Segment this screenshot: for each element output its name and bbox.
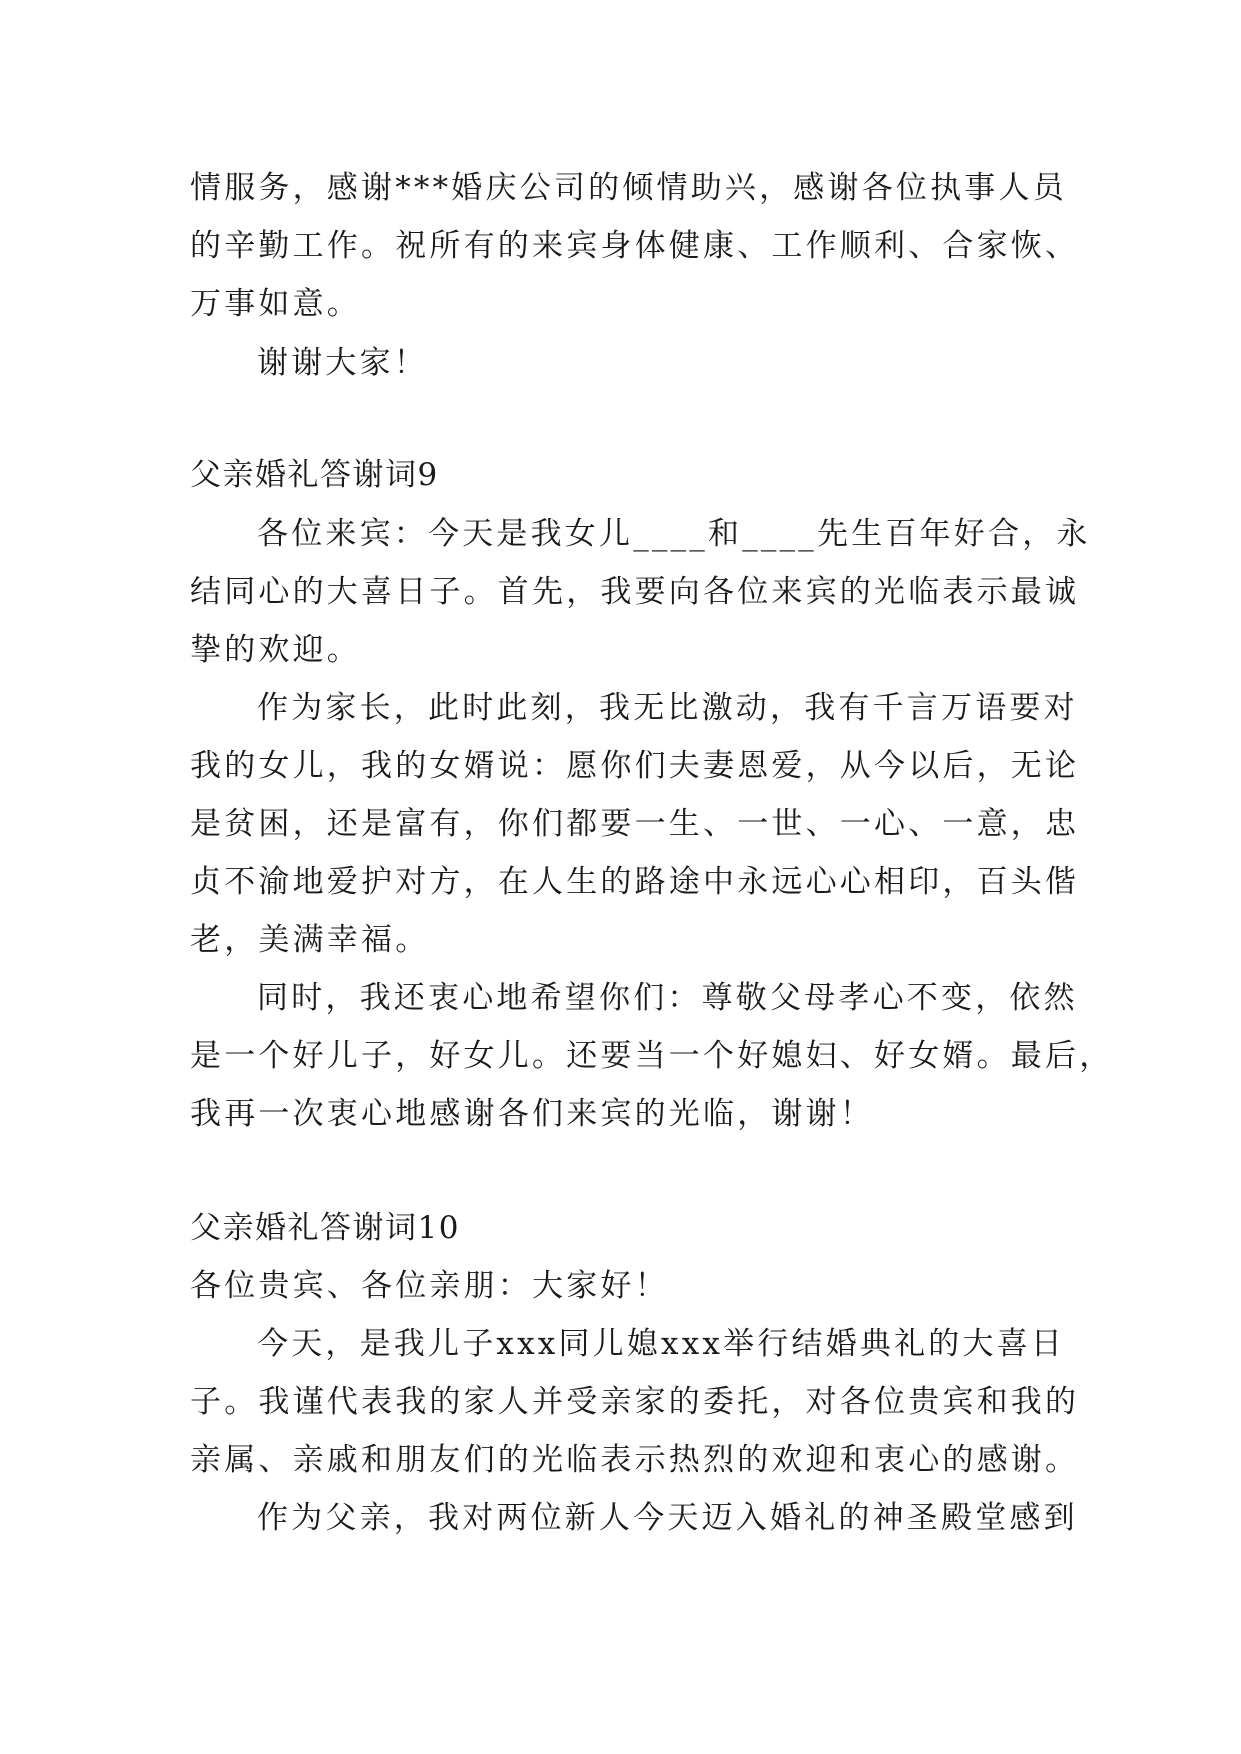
paragraph-line: 同时，我还衷心地希望你们：尊敬父母孝心不变，依然 bbox=[257, 980, 1078, 1016]
section-heading: 父亲婚礼答谢词9 bbox=[190, 457, 439, 493]
paragraph-line: 是一个好儿子，好女儿。还要当一个好媳妇、好女婿。最后， bbox=[190, 1038, 1114, 1074]
paragraph-line: 亲属、亲戚和朋友们的光临表示热烈的欢迎和衷心的感谢。 bbox=[190, 1442, 1080, 1478]
paragraph-line: 的辛勤工作。祝所有的来宾身体健康、工作顺利、合家恢、 bbox=[190, 228, 1080, 264]
paragraph-line: 挚的欢迎。 bbox=[190, 632, 361, 668]
paragraph-line: 我再一次衷心地感谢各们来宾的光临，谢谢！ bbox=[190, 1096, 874, 1132]
section-heading: 父亲婚礼答谢词10 bbox=[190, 1210, 460, 1246]
paragraph-line: 作为父亲，我对两位新人今天迈入婚礼的神圣殿堂感到 bbox=[257, 1500, 1078, 1536]
paragraph-line: 子。我谨代表我的家人并受亲家的委托，对各位贵宾和我的 bbox=[190, 1384, 1080, 1420]
paragraph-line: 情服务，感谢***婚庆公司的倾情助兴，感谢各位执事人员 bbox=[190, 170, 1067, 206]
paragraph-line: 老，美满幸福。 bbox=[190, 922, 430, 958]
paragraph-line: 今天，是我儿子xxx同儿媳xxx举行结婚典礼的大喜日 bbox=[257, 1326, 1066, 1362]
paragraph-line: 谢谢大家！ bbox=[257, 345, 428, 381]
paragraph-line: 结同心的大喜日子。首先，我要向各位来宾的光临表示最诚 bbox=[190, 574, 1080, 610]
paragraph-line: 是贫困，还是富有，你们都要一生、一世、一心、一意，忠 bbox=[190, 806, 1080, 842]
paragraph-line: 万事如意。 bbox=[190, 286, 361, 322]
paragraph-line: 作为家长，此时此刻，我无比激动，我有千言万语要对 bbox=[257, 690, 1078, 726]
paragraph-line: 各位贵宾、各位亲朋：大家好！ bbox=[190, 1268, 669, 1304]
paragraph-line: 我的女儿，我的女婿说：愿你们夫妻恩爱，从今以后，无论 bbox=[190, 748, 1080, 784]
paragraph-line: 贞不渝地爱护对方，在人生的路途中永远心心相印，百头偕 bbox=[190, 864, 1080, 900]
paragraph-line: 各位来宾：今天是我女儿____和____先生百年好合，永 bbox=[257, 516, 1091, 552]
